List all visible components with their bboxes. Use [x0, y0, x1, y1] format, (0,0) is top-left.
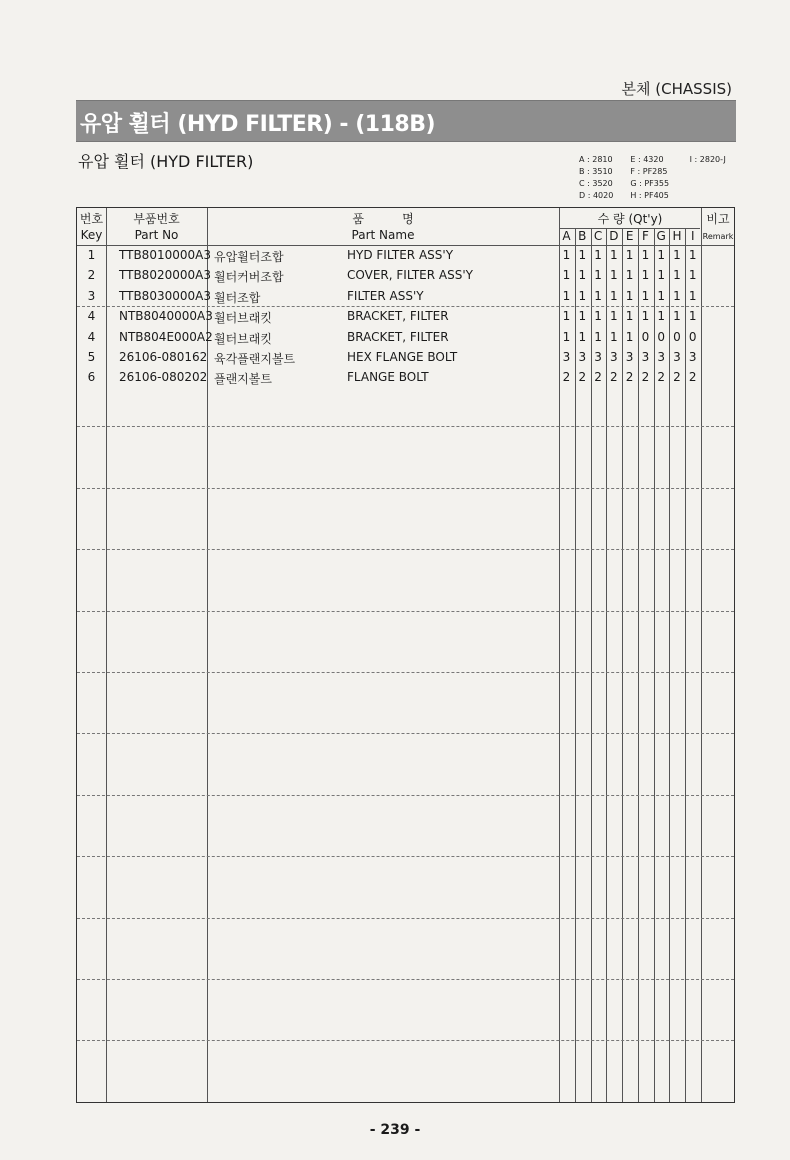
row-separator: [77, 306, 734, 307]
row-name-ko: 육각플랜지볼트: [214, 352, 296, 366]
row-qty-d: 1: [610, 329, 618, 344]
model-letter-e: E: [625, 229, 634, 243]
legend-entry: B : 3510: [579, 167, 613, 176]
row-part-no: 26106-080202: [119, 370, 208, 385]
row-qty-i: 1: [688, 309, 697, 324]
model-letter-d: D: [609, 229, 619, 243]
qty-col-divider: [638, 228, 639, 1102]
legend-entry: D : 4020: [579, 191, 614, 200]
row-qty-f: 2: [641, 370, 650, 385]
row-name-ko: 휠터커버조합: [214, 270, 284, 285]
row-qty-a: 1: [562, 248, 571, 262]
qty-col-divider: [606, 228, 607, 1102]
qty-col-divider: [654, 228, 655, 1102]
header-qty: 수 량 (Qt'y): [597, 212, 663, 226]
legend-entry: C : 3520: [579, 179, 613, 188]
row-qty-c: 1: [594, 288, 602, 303]
legend-entry: F : PF285: [630, 167, 668, 176]
row-name-ko: 휠터조합: [214, 290, 261, 305]
legend-row: [579, 178, 739, 190]
row-qty-d: 2: [610, 370, 618, 385]
row-qty-d: 1: [610, 309, 618, 324]
row-separator: [77, 611, 734, 612]
row-name-en: COVER, FILTER ASS'Y: [347, 268, 473, 283]
row-key: 2: [87, 268, 96, 283]
row-separator: [77, 979, 734, 980]
legend-entry: [690, 178, 739, 190]
row-qty-i: 1: [688, 288, 697, 303]
row-qty-g: 1: [657, 248, 665, 262]
row-qty-a: 1: [562, 268, 571, 283]
row-qty-g: 1: [657, 268, 665, 283]
row-separator: [77, 1040, 734, 1041]
row-separator: [77, 672, 734, 673]
row-qty-g: 1: [657, 288, 665, 303]
qty-col-divider: [622, 228, 623, 1102]
row-qty-a: 1: [562, 288, 571, 303]
page-number: - 239 -: [369, 1122, 421, 1138]
row-qty-h: 2: [673, 370, 681, 385]
row-qty-b: 1: [578, 288, 587, 303]
row-qty-e: 1: [625, 329, 634, 344]
model-legend: [579, 154, 739, 202]
legend-entry: A : 2810: [579, 155, 613, 164]
row-qty-e: 1: [625, 288, 634, 303]
legend-entry: [690, 190, 739, 202]
model-letter-b: B: [578, 229, 587, 243]
row-qty-b: 1: [578, 248, 587, 262]
row-qty-i: 0: [688, 329, 697, 344]
col-divider: [559, 208, 560, 1102]
row-key: 5: [87, 350, 96, 364]
legend-entry: E : 4320: [630, 155, 664, 164]
row-separator: [77, 795, 734, 796]
row-qty-h: 1: [673, 268, 681, 283]
row-part-no: 26106-080162: [119, 350, 208, 364]
row-name-en: FLANGE BOLT: [347, 370, 429, 385]
row-separator: [77, 856, 734, 857]
row-name-ko: 플랜지볼트: [214, 372, 272, 387]
row-qty-h: 1: [673, 288, 681, 303]
legend-row: [579, 166, 739, 178]
row-key: 1: [87, 248, 96, 262]
row-qty-f: 1: [641, 288, 650, 303]
row-name-en: BRACKET, FILTER: [347, 309, 449, 324]
model-letter-f: F: [641, 229, 649, 243]
row-qty-d: 1: [610, 288, 618, 303]
legend-entry: [690, 166, 739, 178]
row-qty-h: 1: [673, 248, 681, 262]
row-part-no: NTB804E000A2: [119, 329, 213, 344]
col-divider: [701, 208, 702, 1102]
qty-col-divider: [591, 228, 592, 1102]
row-part-no: TTB8020000A3: [119, 268, 211, 283]
row-qty-c: 3: [594, 350, 602, 364]
qty-col-divider: [669, 228, 670, 1102]
row-qty-e: 1: [625, 309, 634, 324]
row-name-en: BRACKET, FILTER: [347, 329, 449, 344]
row-name-ko: 휠터브래킷: [214, 311, 272, 326]
header-key-en: Key: [80, 228, 103, 242]
row-qty-h: 1: [673, 309, 681, 324]
row-qty-c: 1: [594, 309, 602, 324]
row-qty-g: 3: [657, 350, 665, 364]
row-qty-i: 3: [688, 350, 697, 364]
legend-entry: I : 2820-J: [689, 155, 726, 164]
row-qty-i: 2: [688, 370, 697, 385]
row-key: 4: [87, 329, 96, 344]
row-qty-e: 2: [625, 370, 634, 385]
row-qty-g: 0: [657, 329, 665, 344]
row-qty-a: 3: [562, 350, 571, 364]
row-qty-b: 1: [578, 268, 587, 283]
model-letter-g: G: [656, 229, 666, 243]
row-separator: [77, 549, 734, 550]
parts-table: [76, 207, 735, 1103]
row-key: 4: [87, 309, 96, 324]
row-part-no: TTB8010000A3: [119, 248, 211, 262]
row-qty-d: 1: [610, 268, 618, 283]
model-letter-a: A: [562, 229, 571, 243]
row-name-en: HYD FILTER ASS'Y: [347, 248, 454, 262]
row-qty-h: 0: [673, 329, 681, 344]
banner-title: 유압 휠터 (HYD FILTER) - (118B): [80, 112, 436, 137]
row-qty-g: 1: [657, 309, 665, 324]
legend-entry: G : PF355: [630, 179, 670, 188]
row-qty-e: 1: [625, 268, 634, 283]
row-qty-f: 1: [641, 268, 650, 283]
page-subtitle: 유압 휠터 (HYD FILTER): [78, 152, 254, 171]
header-key-ko: 번호: [79, 212, 104, 226]
row-qty-i: 1: [688, 248, 697, 262]
row-qty-e: 1: [625, 248, 634, 262]
row-qty-h: 3: [673, 350, 681, 364]
row-separator: [77, 426, 734, 427]
row-separator: [77, 918, 734, 919]
row-qty-i: 1: [688, 268, 697, 283]
row-qty-c: 1: [594, 329, 602, 344]
row-name-en: HEX FLANGE BOLT: [347, 350, 458, 364]
header-name-ko: 품 명: [352, 212, 414, 226]
legend-row: [579, 154, 739, 166]
qty-col-divider: [685, 228, 686, 1102]
model-letter-h: H: [672, 229, 682, 243]
row-qty-b: 3: [578, 350, 587, 364]
row-qty-c: 2: [594, 370, 602, 385]
row-name-ko: 유압휠터조합: [214, 250, 284, 264]
section-title: 본체 (CHASSIS): [621, 80, 732, 98]
row-name-ko: 휠터브래킷: [214, 331, 272, 346]
row-qty-c: 1: [594, 268, 602, 283]
legend-row: [579, 190, 739, 202]
legend-entry: H : PF405: [630, 191, 669, 200]
row-qty-f: 3: [641, 350, 650, 364]
title-banner: [76, 100, 736, 142]
header-name-en: Part Name: [351, 228, 415, 242]
row-qty-b: 1: [578, 309, 587, 324]
row-qty-e: 3: [625, 350, 634, 364]
header-partno-ko: 부품번호: [133, 212, 180, 226]
row-part-no: NTB8040000A3: [119, 309, 213, 324]
row-qty-a: 2: [562, 370, 571, 385]
row-qty-a: 1: [562, 329, 571, 344]
row-qty-d: 3: [610, 350, 618, 364]
col-divider: [106, 208, 107, 1102]
model-letter-i: I: [690, 229, 695, 243]
row-qty-f: 1: [641, 248, 650, 262]
qty-col-divider: [575, 228, 576, 1102]
model-letter-c: C: [593, 229, 603, 243]
row-part-no: TTB8030000A3: [119, 288, 211, 303]
row-separator: [77, 488, 734, 489]
row-name-en: FILTER ASS'Y: [347, 288, 424, 303]
row-qty-d: 1: [610, 248, 618, 262]
header-partno-en: Part No: [134, 228, 179, 242]
header-remark-ko: 비고: [706, 212, 730, 226]
row-qty-f: 0: [641, 329, 650, 344]
row-qty-b: 2: [578, 370, 587, 385]
row-separator: [77, 733, 734, 734]
row-qty-b: 1: [578, 329, 587, 344]
row-qty-a: 1: [562, 309, 571, 324]
row-qty-c: 1: [594, 248, 602, 262]
header-bottom-line: [77, 245, 734, 246]
row-qty-g: 2: [657, 370, 665, 385]
row-key: 3: [87, 288, 96, 303]
header-remark-en: Remark: [702, 232, 734, 241]
row-key: 6: [87, 370, 96, 385]
row-qty-f: 1: [641, 309, 650, 324]
